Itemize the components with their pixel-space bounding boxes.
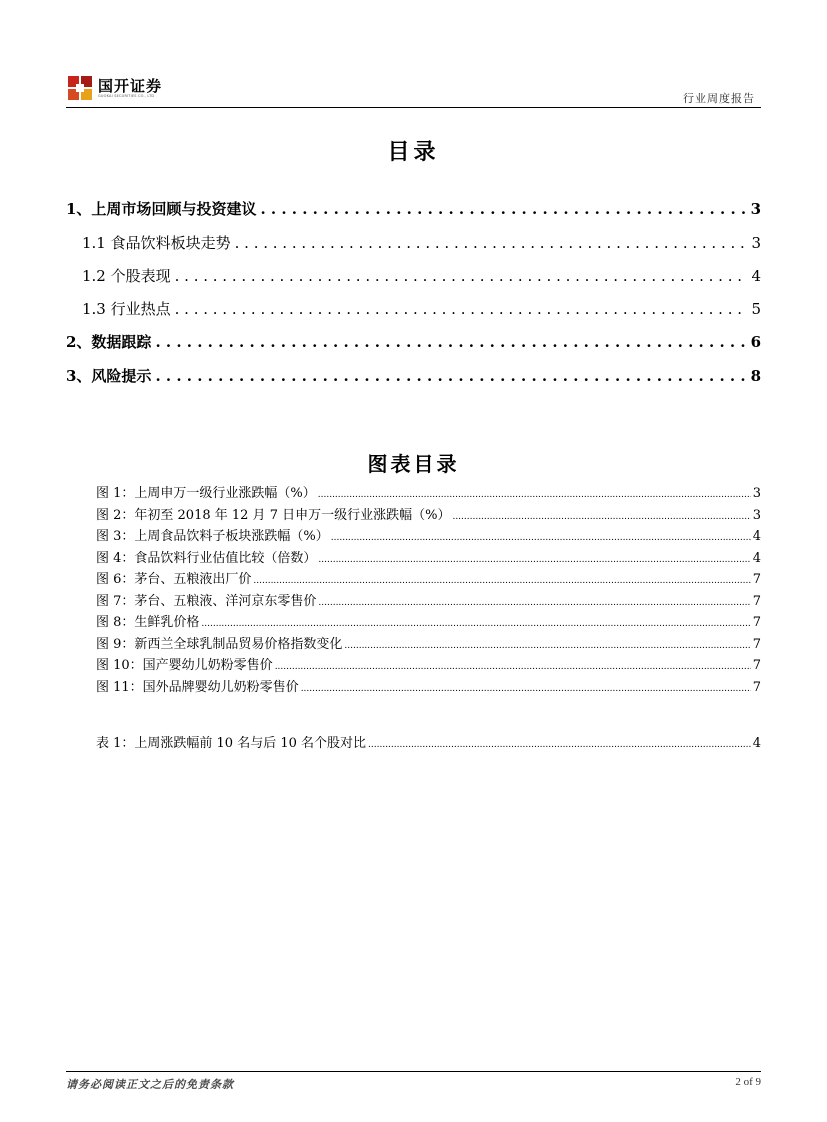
table-entry-label: 表 1：上周涨跌幅前 10 名与后 10 名个股对比	[96, 736, 367, 751]
leader-dots	[452, 508, 750, 526]
page-indicator: 2 of 9	[735, 1076, 761, 1088]
figure-entry-label: 图 3：上周食品饮料子板块涨跌幅（%）	[96, 529, 329, 544]
company-logo	[68, 76, 162, 100]
toc-entry-page: 3	[750, 200, 761, 218]
leader-dots	[260, 196, 745, 222]
leader-dots	[318, 486, 751, 504]
leader-dots	[175, 263, 745, 289]
figure-entry-label: 图 11：国外品牌婴幼儿奶粉零售价	[96, 679, 299, 695]
leader-dots	[253, 572, 750, 590]
leader-dots	[368, 736, 751, 754]
figure-entry[interactable]	[96, 593, 761, 615]
figure-entry-page: 7	[752, 679, 761, 695]
company-name-en: GUOKAI SECURITIES CO., LTD	[98, 93, 155, 98]
figure-entry[interactable]	[96, 550, 761, 572]
figure-entry-label: 图 2：年初至 2018 年 12 月 7 日申万一级行业涨跌幅（%）	[96, 507, 451, 523]
figure-entry-page: 7	[752, 658, 761, 673]
figure-entry[interactable]	[96, 636, 761, 658]
leader-dots	[235, 230, 745, 256]
figure-entry-label: 图 9：新西兰全球乳制品贸易价格指数变化	[96, 636, 343, 652]
toc-entry-page: 3	[751, 234, 761, 252]
leader-dots	[175, 296, 745, 322]
figure-entry[interactable]	[96, 657, 761, 679]
table-list	[96, 735, 761, 757]
figure-entry-page: 7	[752, 615, 761, 630]
table-entry-page: 4	[752, 736, 761, 751]
toc-entry-page: 5	[751, 300, 761, 318]
figure-entry-label: 图 6：茅台、五粮液出厂价	[96, 572, 252, 587]
figure-entry[interactable]	[96, 571, 761, 593]
figure-entry-label: 图 7：茅台、五粮液、洋河京东零售价	[96, 593, 317, 609]
toc-entry-page: 4	[751, 267, 761, 285]
toc-entry-label: 2、数据跟踪	[66, 333, 152, 351]
toc-entry-label: 3、风险提示	[66, 367, 152, 385]
toc-entry[interactable]	[66, 230, 761, 263]
figure-entry-page: 3	[752, 507, 761, 523]
figure-entry-page: 4	[752, 529, 761, 544]
figure-entry-label: 图 1：上周申万一级行业涨跌幅（%）	[96, 486, 316, 501]
figure-entry-page: 7	[752, 593, 761, 609]
toc-entry-page: 6	[750, 333, 761, 351]
leader-dots	[155, 329, 745, 355]
toc-entry[interactable]	[66, 363, 761, 397]
figure-entry[interactable]	[96, 614, 761, 636]
figure-entry-page: 7	[752, 636, 761, 652]
toc-entry-label: 1.2 个股表现	[82, 267, 171, 285]
leader-dots	[201, 615, 750, 633]
figure-entry-label: 图 4：食品饮料行业估值比较（倍数）	[96, 550, 317, 566]
toc-entry-label: 1.1 食品饮料板块走势	[82, 234, 231, 252]
company-name: 国开证券	[98, 76, 163, 95]
page-header	[66, 72, 761, 108]
table-entry[interactable]	[96, 735, 761, 757]
figure-entry-page: 3	[752, 486, 761, 501]
figure-entry-label: 图 10：国产婴幼儿奶粉零售价	[96, 658, 273, 673]
toc-entry[interactable]	[66, 196, 761, 230]
leader-dots	[301, 680, 751, 698]
leader-dots	[344, 637, 750, 655]
toc-entry-label: 1、上周市场回顾与投资建议	[66, 200, 257, 218]
figure-list	[96, 485, 761, 700]
leader-dots	[331, 529, 751, 547]
figure-entry[interactable]	[96, 485, 761, 507]
figure-entry[interactable]	[96, 528, 761, 550]
figure-entry[interactable]	[96, 507, 761, 529]
figure-entry-label: 图 8：生鲜乳价格	[96, 615, 200, 630]
toc-entry[interactable]	[66, 263, 761, 296]
header-divider	[66, 107, 761, 108]
toc-entry[interactable]	[66, 329, 761, 363]
toc-title: 目录	[387, 139, 440, 165]
figures-title: 图表目录	[367, 452, 460, 476]
footer-disclaimer: 请务必阅读正文之后的免责条款	[66, 1078, 234, 1091]
leader-dots	[318, 594, 750, 612]
leader-dots	[318, 551, 750, 569]
figure-entry-page: 7	[752, 572, 761, 587]
leader-dots	[275, 658, 751, 676]
table-of-contents	[66, 196, 761, 397]
figure-entry-page: 4	[752, 550, 761, 566]
figure-entry[interactable]	[96, 679, 761, 701]
toc-entry-page: 8	[750, 367, 761, 385]
leader-dots	[155, 363, 745, 389]
toc-entry-label: 1.3 行业热点	[82, 300, 171, 318]
logo-mark-icon	[68, 76, 92, 100]
toc-entry[interactable]	[66, 296, 761, 329]
report-type: 行业周度报告	[683, 92, 755, 105]
footer-divider	[66, 1071, 761, 1072]
